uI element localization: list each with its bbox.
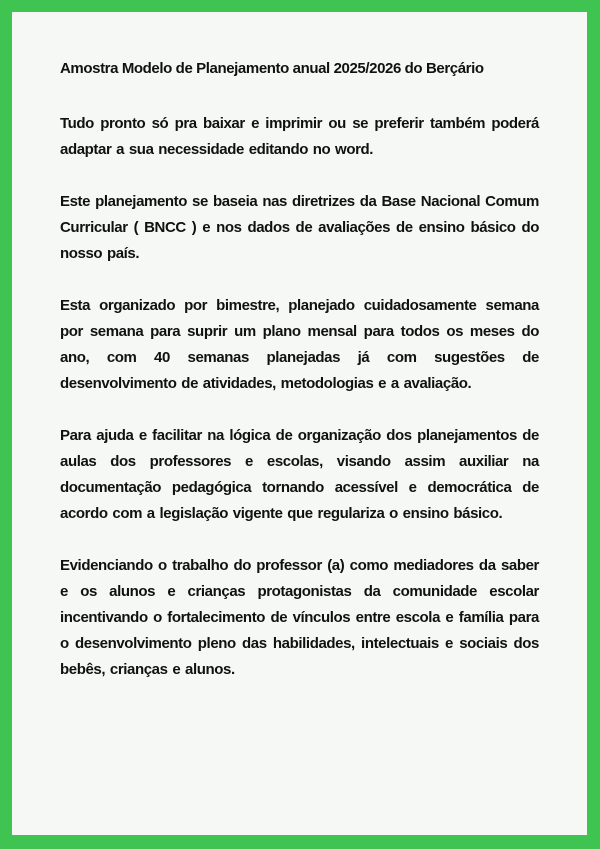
document-title: Amostra Modelo de Planejamento anual 2025/2026 do Berçário xyxy=(60,60,484,77)
paragraph-bncc-basis: Este planejamento se baseia nas diretrizes da Base Nacional Comum Curricular ( BNCC ) e nos dados de avaliações de ensino básico do nosso país. xyxy=(60,193,539,262)
paragraph-teacher-mediator: Evidenciando o trabalho do professor (a) como mediadores da saber e os alunos e crianças protagonistas da comunidade escolar incentivando o fortalecimento de vínculos entre escola e família para o desenvolvimento pleno das habilidades, intelectuais e sociais dos bebês, crianças e alunos. xyxy=(60,557,539,678)
paragraph-download-info: Tudo pronto só pra baixar e imprimir ou se preferir também poderá adaptar a sua necessidade editando no word. xyxy=(60,115,539,158)
paragraph-pedagogical-documentation: Para ajuda e facilitar na lógica de organização dos planejamentos de aulas dos professores e escolas, visando assim auxiliar na documentação pedagógica tornando acessível e democrática de acordo com a legislação vigente que regulariza o ensino básico. xyxy=(60,427,539,522)
paragraph-bimester-organization: Esta organizado por bimestre, planejado cuidadosamente semana por semana para suprir um plano mensal para todos os meses do ano, com 40 semanas planejadas já com sugestões de desenvolvimento de atividades, metodologias e a avaliação. xyxy=(60,297,539,392)
document-page xyxy=(12,12,587,835)
